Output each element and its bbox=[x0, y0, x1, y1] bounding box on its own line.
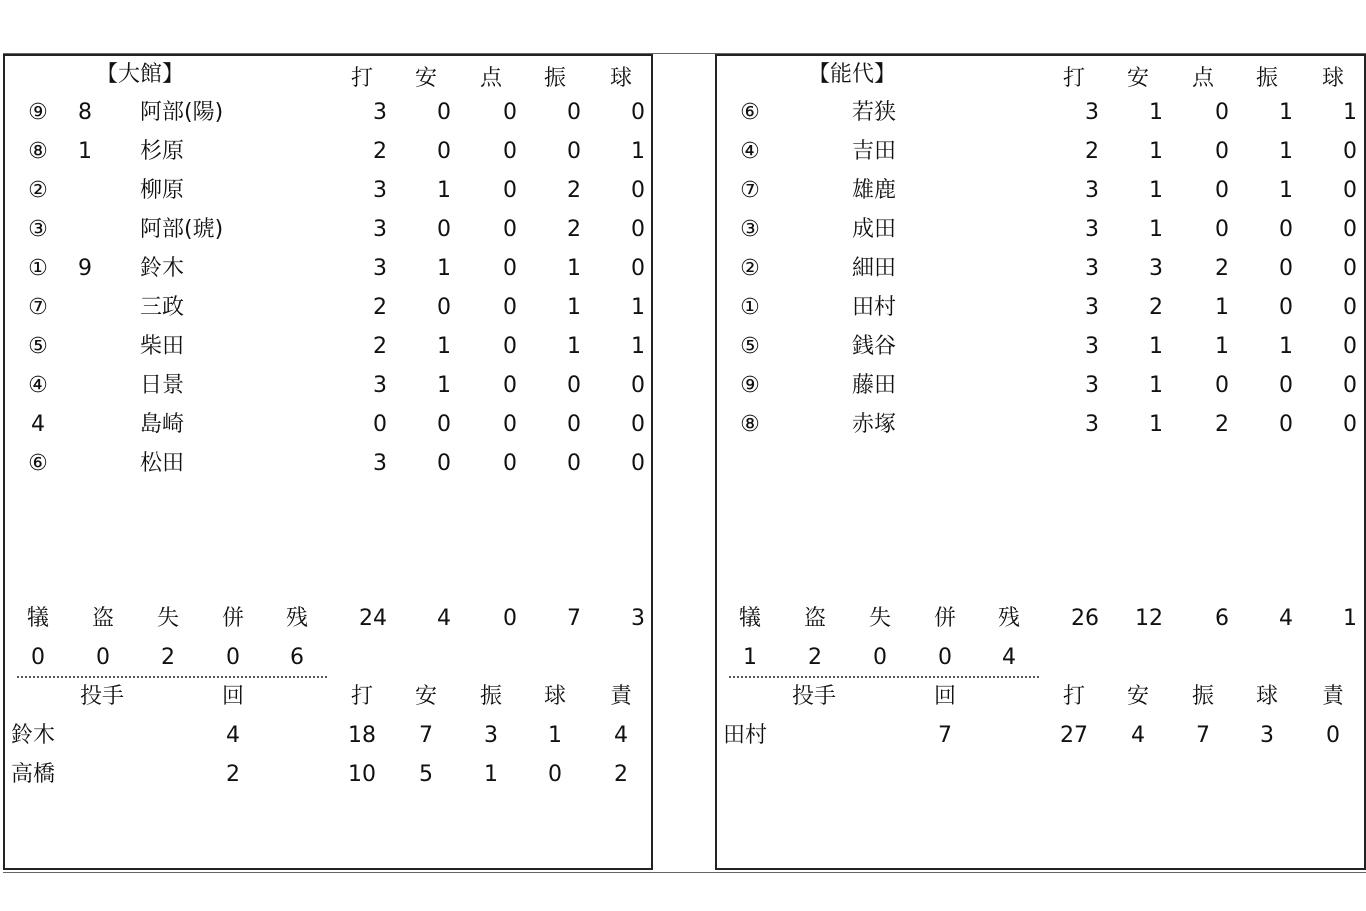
batter-stat: 2 bbox=[373, 139, 387, 164]
misc-header: 盗 bbox=[803, 606, 827, 631]
batter-stat: 1 bbox=[631, 295, 645, 320]
batter-stat: 0 bbox=[1215, 373, 1229, 398]
team-name: 【大館】 bbox=[95, 62, 185, 87]
batter-stat: 0 bbox=[373, 412, 387, 437]
batter-stat: 3 bbox=[1085, 295, 1099, 320]
misc-header: 残 bbox=[285, 606, 309, 631]
batter-stat: 0 bbox=[1343, 373, 1357, 398]
dotted-separator bbox=[17, 676, 327, 678]
batter-position: ⑥ bbox=[28, 451, 48, 476]
batter-stat: 3 bbox=[1085, 178, 1099, 203]
batter-stat: 0 bbox=[631, 217, 645, 242]
batter-stat: 0 bbox=[1343, 334, 1357, 359]
misc-value: 2 bbox=[161, 645, 175, 670]
stat-header: 振 bbox=[1255, 66, 1279, 91]
batter-position: ⑤ bbox=[28, 334, 48, 359]
stat-header: 振 bbox=[543, 66, 567, 91]
batter-stat: 0 bbox=[437, 217, 451, 242]
batter-sub-position: 8 bbox=[78, 100, 92, 125]
batter-stat: 0 bbox=[631, 373, 645, 398]
batter-stat: 0 bbox=[503, 373, 517, 398]
pitcher-innings: 4 bbox=[226, 723, 240, 748]
pitcher-stat-header: 球 bbox=[543, 684, 567, 709]
batter-stat: 0 bbox=[503, 295, 517, 320]
batter-stat: 1 bbox=[1149, 100, 1163, 125]
pitcher-header-label: 投手 bbox=[79, 684, 125, 709]
batter-stat: 0 bbox=[503, 451, 517, 476]
batter-stat: 2 bbox=[1215, 412, 1229, 437]
batter-stat: 0 bbox=[567, 373, 581, 398]
pitcher-stat: 4 bbox=[1131, 723, 1145, 748]
batter-name: 杉原 bbox=[140, 139, 185, 164]
batter-position: ⑧ bbox=[28, 139, 48, 164]
pitcher-stat-header: 打 bbox=[1062, 684, 1086, 709]
batter-name: 柴田 bbox=[140, 334, 185, 359]
batter-name: 吉田 bbox=[852, 139, 897, 164]
misc-header: 盗 bbox=[91, 606, 115, 631]
team-total: 12 bbox=[1135, 606, 1163, 631]
misc-value: 0 bbox=[226, 645, 240, 670]
batter-stat: 3 bbox=[1085, 334, 1099, 359]
misc-header: 失 bbox=[156, 606, 180, 631]
batter-stat: 0 bbox=[437, 139, 451, 164]
batter-position: ③ bbox=[28, 217, 48, 242]
stat-header: 球 bbox=[1321, 66, 1345, 91]
stat-header: 点 bbox=[1191, 66, 1215, 91]
pitcher-name: 高橋 bbox=[11, 762, 56, 787]
batter-stat: 2 bbox=[567, 178, 581, 203]
pitcher-name: 鈴木 bbox=[11, 723, 56, 748]
misc-value: 6 bbox=[290, 645, 304, 670]
batter-name: 鈴木 bbox=[140, 256, 185, 281]
batter-stat: 3 bbox=[1085, 373, 1099, 398]
batter-stat: 0 bbox=[503, 178, 517, 203]
batter-stat: 3 bbox=[1085, 217, 1099, 242]
batter-position: ⑧ bbox=[740, 412, 760, 437]
pitcher-stat-header: 責 bbox=[609, 684, 633, 709]
team-total: 1 bbox=[1343, 606, 1357, 631]
pitcher-stat: 0 bbox=[548, 762, 562, 787]
batter-name: 赤塚 bbox=[852, 412, 897, 437]
batter-stat: 1 bbox=[1149, 217, 1163, 242]
batter-stat: 2 bbox=[1215, 256, 1229, 281]
batter-stat: 0 bbox=[631, 412, 645, 437]
batter-name: 阿部(陽) bbox=[140, 100, 224, 125]
misc-header: 残 bbox=[997, 606, 1021, 631]
batter-position: ⑨ bbox=[28, 100, 48, 125]
pitcher-stat-header: 振 bbox=[479, 684, 503, 709]
batter-stat: 1 bbox=[1343, 100, 1357, 125]
batter-name: 田村 bbox=[852, 295, 897, 320]
dotted-separator bbox=[729, 676, 1039, 678]
team-total: 0 bbox=[503, 606, 517, 631]
batter-position: ④ bbox=[740, 139, 760, 164]
batter-stat: 3 bbox=[1149, 256, 1163, 281]
batter-stat: 3 bbox=[373, 451, 387, 476]
batter-position: ④ bbox=[28, 373, 48, 398]
pitcher-innings: 2 bbox=[226, 762, 240, 787]
batter-position: ① bbox=[28, 256, 48, 281]
batter-stat: 3 bbox=[373, 100, 387, 125]
batter-stat: 0 bbox=[1343, 256, 1357, 281]
team-total: 24 bbox=[359, 606, 387, 631]
pitcher-stat: 3 bbox=[1260, 723, 1274, 748]
pitcher-name: 田村 bbox=[723, 723, 768, 748]
batter-stat: 0 bbox=[1215, 100, 1229, 125]
batter-name: 柳原 bbox=[140, 178, 185, 203]
batter-sub-position: 1 bbox=[78, 139, 92, 164]
misc-value: 1 bbox=[743, 645, 757, 670]
pitcher-stat: 1 bbox=[548, 723, 562, 748]
batter-stat: 0 bbox=[437, 295, 451, 320]
batter-stat: 0 bbox=[437, 412, 451, 437]
batter-stat: 0 bbox=[437, 451, 451, 476]
batter-stat: 0 bbox=[567, 100, 581, 125]
batter-position: ⑥ bbox=[740, 100, 760, 125]
misc-value: 0 bbox=[873, 645, 887, 670]
stat-header: 打 bbox=[1062, 66, 1086, 91]
pitcher-stat: 3 bbox=[484, 723, 498, 748]
batter-stat: 3 bbox=[373, 178, 387, 203]
batter-stat: 3 bbox=[373, 256, 387, 281]
misc-value: 0 bbox=[938, 645, 952, 670]
team-name: 【能代】 bbox=[807, 62, 897, 87]
batter-name: 雄鹿 bbox=[852, 178, 897, 203]
pitcher-stat: 0 bbox=[1326, 723, 1340, 748]
pitcher-stat-header: 打 bbox=[350, 684, 374, 709]
batter-stat: 1 bbox=[1279, 178, 1293, 203]
batter-position: ③ bbox=[740, 217, 760, 242]
batter-position: ① bbox=[740, 295, 760, 320]
stat-header: 安 bbox=[1126, 66, 1150, 91]
team-total: 4 bbox=[437, 606, 451, 631]
pitcher-stat-header: 球 bbox=[1255, 684, 1279, 709]
batter-name: 島崎 bbox=[140, 412, 185, 437]
batter-stat: 1 bbox=[567, 295, 581, 320]
batter-stat: 0 bbox=[503, 100, 517, 125]
pitcher-stat-header: 安 bbox=[1126, 684, 1150, 709]
batter-stat: 1 bbox=[437, 334, 451, 359]
batter-stat: 1 bbox=[1279, 334, 1293, 359]
batter-stat: 1 bbox=[631, 139, 645, 164]
team-total: 3 bbox=[631, 606, 645, 631]
stat-header: 安 bbox=[414, 66, 438, 91]
batter-stat: 0 bbox=[503, 412, 517, 437]
batter-stat: 0 bbox=[1343, 139, 1357, 164]
misc-value: 2 bbox=[808, 645, 822, 670]
pitcher-stat-header: 振 bbox=[1191, 684, 1215, 709]
batter-stat: 0 bbox=[631, 178, 645, 203]
batter-stat: 1 bbox=[1149, 178, 1163, 203]
batter-position: ② bbox=[740, 256, 760, 281]
pitcher-stat: 10 bbox=[348, 762, 376, 787]
pitcher-header-innings: 回 bbox=[221, 684, 245, 709]
batter-stat: 0 bbox=[503, 139, 517, 164]
batter-stat: 0 bbox=[1215, 139, 1229, 164]
pitcher-header-innings: 回 bbox=[933, 684, 957, 709]
batter-stat: 1 bbox=[1279, 100, 1293, 125]
batter-stat: 0 bbox=[567, 451, 581, 476]
batter-name: 藤田 bbox=[852, 373, 897, 398]
team-total: 6 bbox=[1215, 606, 1229, 631]
batter-position: ⑦ bbox=[28, 295, 48, 320]
batter-position: ⑦ bbox=[740, 178, 760, 203]
batter-name: 銭谷 bbox=[852, 334, 897, 359]
batter-stat: 0 bbox=[1343, 217, 1357, 242]
batter-stat: 0 bbox=[1343, 178, 1357, 203]
batter-stat: 0 bbox=[1279, 217, 1293, 242]
batter-name: 阿部(琥) bbox=[140, 217, 224, 242]
batter-stat: 1 bbox=[437, 256, 451, 281]
stat-header: 点 bbox=[479, 66, 503, 91]
stat-header: 打 bbox=[350, 66, 374, 91]
batter-stat: 2 bbox=[373, 334, 387, 359]
batter-stat: 0 bbox=[1279, 373, 1293, 398]
batter-stat: 3 bbox=[1085, 412, 1099, 437]
misc-header: 犠 bbox=[738, 606, 762, 631]
batter-stat: 1 bbox=[1215, 295, 1229, 320]
batter-stat: 0 bbox=[1279, 295, 1293, 320]
batter-stat: 3 bbox=[373, 373, 387, 398]
batter-stat: 0 bbox=[1215, 178, 1229, 203]
batter-position: 4 bbox=[31, 412, 45, 437]
batter-stat: 0 bbox=[503, 334, 517, 359]
batter-stat: 0 bbox=[567, 139, 581, 164]
pitcher-stat: 1 bbox=[484, 762, 498, 787]
misc-value: 4 bbox=[1002, 645, 1016, 670]
batter-stat: 1 bbox=[1149, 139, 1163, 164]
batter-stat: 0 bbox=[1215, 217, 1229, 242]
batter-name: 成田 bbox=[852, 217, 897, 242]
batter-position: ⑨ bbox=[740, 373, 760, 398]
batter-stat: 1 bbox=[1279, 139, 1293, 164]
batter-stat: 1 bbox=[567, 334, 581, 359]
team-panel-noshiro bbox=[715, 54, 1366, 870]
batter-stat: 0 bbox=[631, 100, 645, 125]
misc-header: 犠 bbox=[26, 606, 50, 631]
batter-stat: 3 bbox=[1085, 256, 1099, 281]
batter-stat: 0 bbox=[1343, 295, 1357, 320]
misc-value: 0 bbox=[96, 645, 110, 670]
misc-header: 失 bbox=[868, 606, 892, 631]
batter-stat: 1 bbox=[1215, 334, 1229, 359]
pitcher-stat: 7 bbox=[419, 723, 433, 748]
batter-stat: 0 bbox=[1343, 412, 1357, 437]
batter-stat: 0 bbox=[437, 100, 451, 125]
pitcher-header-label: 投手 bbox=[791, 684, 837, 709]
team-total: 26 bbox=[1071, 606, 1099, 631]
batter-stat: 0 bbox=[631, 451, 645, 476]
misc-header: 併 bbox=[933, 606, 957, 631]
batter-stat: 2 bbox=[1085, 139, 1099, 164]
batter-stat: 1 bbox=[437, 373, 451, 398]
team-total: 7 bbox=[567, 606, 581, 631]
bottom-rule bbox=[3, 872, 1366, 873]
batter-name: 若狭 bbox=[852, 100, 897, 125]
batter-stat: 1 bbox=[1149, 334, 1163, 359]
batter-stat: 2 bbox=[373, 295, 387, 320]
batter-position: ⑤ bbox=[740, 334, 760, 359]
batter-name: 日景 bbox=[140, 373, 185, 398]
batter-stat: 3 bbox=[373, 217, 387, 242]
batter-stat: 0 bbox=[503, 217, 517, 242]
batter-stat: 0 bbox=[567, 412, 581, 437]
stat-header: 球 bbox=[609, 66, 633, 91]
batter-name: 細田 bbox=[852, 256, 897, 281]
pitcher-stat: 7 bbox=[1196, 723, 1210, 748]
pitcher-stat-header: 責 bbox=[1321, 684, 1345, 709]
batter-stat: 1 bbox=[567, 256, 581, 281]
pitcher-stat: 2 bbox=[614, 762, 628, 787]
team-total: 4 bbox=[1279, 606, 1293, 631]
batter-stat: 0 bbox=[1279, 256, 1293, 281]
pitcher-stat: 4 bbox=[614, 723, 628, 748]
batter-sub-position: 9 bbox=[78, 256, 92, 281]
batter-stat: 3 bbox=[1085, 100, 1099, 125]
batter-stat: 1 bbox=[631, 334, 645, 359]
pitcher-stat: 27 bbox=[1060, 723, 1088, 748]
batter-stat: 1 bbox=[437, 178, 451, 203]
pitcher-stat: 18 bbox=[348, 723, 376, 748]
batter-stat: 0 bbox=[503, 256, 517, 281]
batter-stat: 1 bbox=[1149, 412, 1163, 437]
batter-stat: 2 bbox=[567, 217, 581, 242]
batter-stat: 2 bbox=[1149, 295, 1163, 320]
batter-stat: 0 bbox=[1279, 412, 1293, 437]
batter-stat: 1 bbox=[1149, 373, 1163, 398]
batter-position: ② bbox=[28, 178, 48, 203]
batter-name: 三政 bbox=[140, 295, 185, 320]
pitcher-stat-header: 安 bbox=[414, 684, 438, 709]
team-panel-odate bbox=[3, 54, 653, 870]
pitcher-innings: 7 bbox=[938, 723, 952, 748]
misc-header: 併 bbox=[221, 606, 245, 631]
pitcher-stat: 5 bbox=[419, 762, 433, 787]
batter-stat: 0 bbox=[631, 256, 645, 281]
batter-name: 松田 bbox=[140, 451, 185, 476]
misc-value: 0 bbox=[31, 645, 45, 670]
